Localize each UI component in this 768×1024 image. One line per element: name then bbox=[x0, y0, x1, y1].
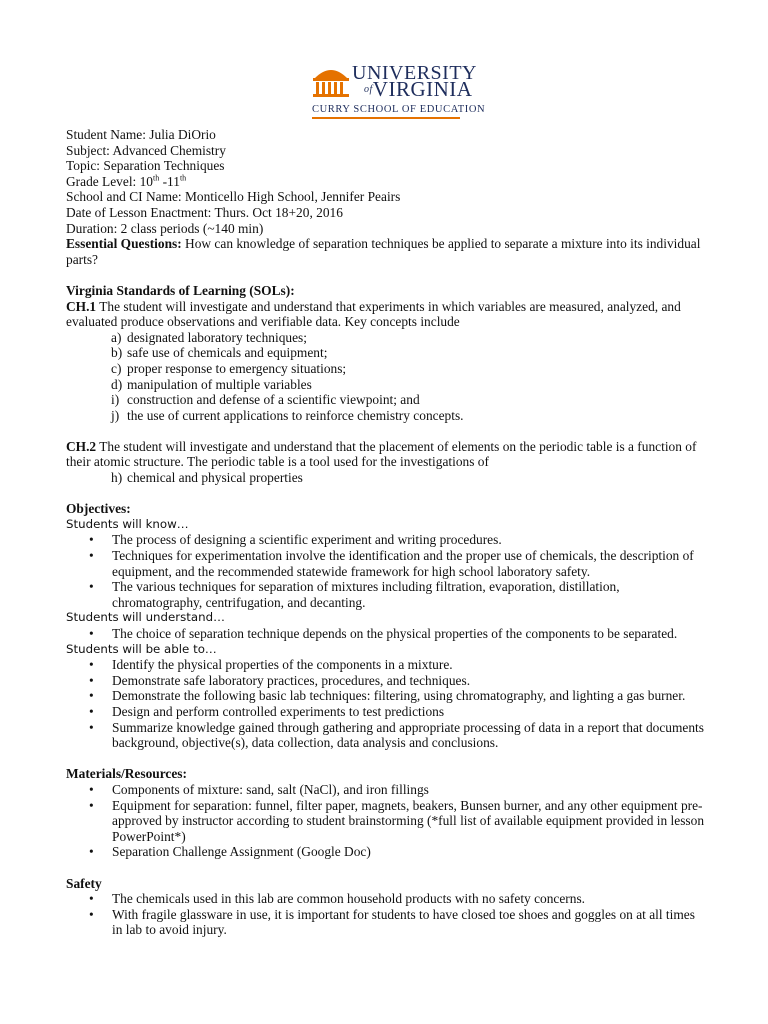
bullet-item: • The process of designing a scientific experiment and writing procedures. bbox=[112, 532, 706, 548]
safety-list bbox=[66, 891, 706, 938]
bullet-item: • Separation Challenge Assignment (Google Doc) bbox=[112, 844, 706, 860]
standard-item bbox=[111, 377, 706, 393]
materials-heading: Materials/Resources: bbox=[66, 766, 187, 782]
objectives-heading: Objectives: bbox=[66, 501, 131, 517]
bullet-item: • Techniques for experimentation involve the identification and the proper use of chemicals, the description of equipment, and the recommended statewide framework for high school laboratory safety. bbox=[112, 548, 706, 579]
item-text: the use of current applications to reinforce chemistry concepts. bbox=[127, 407, 464, 423]
bullet-item: • Summarize knowledge gained through gathering and appropriate processing of data in a report that documents background, objective(s), data collection, data analysis and conclusions. bbox=[112, 720, 706, 751]
item-text: designated laboratory techniques; bbox=[127, 329, 307, 345]
school-ci: School and CI Name: Monticello High School, Jennifer Peairs bbox=[66, 189, 401, 205]
item-marker: c) bbox=[111, 360, 122, 376]
understand-label: Students will understand… bbox=[66, 610, 225, 625]
bullet-item: • Demonstrate the following basic lab techniques: filtering, using chromatography, and lighting a gas burner. bbox=[112, 688, 706, 704]
ch1-list bbox=[66, 330, 706, 424]
know-label: Students will know… bbox=[66, 516, 189, 531]
bullet-item: • The chemicals used in this lab are common household products with no safety concerns. bbox=[112, 891, 706, 907]
ch2-list bbox=[66, 470, 706, 486]
bullet-item: • Equipment for separation: funnel, filter paper, magnets, beakers, Bunsen burner, and any other equipment pre-approved by instructor according to student brainstorming (*full list of available equipment provided in lesson PowerPoint*) bbox=[112, 798, 706, 845]
essential-questions: Essential Questions: How can knowledge of separation techniques be applied to separate a mixture into its individual parts? bbox=[66, 236, 701, 267]
standard-item bbox=[111, 408, 706, 424]
ch2-standard: CH.2 The student will investigate and understand that the placement of elements on the periodic table is a function of their atomic structure. The periodic table is a tool used for the investigations of bbox=[66, 438, 697, 470]
duration: Duration: 2 class periods (~140 min) bbox=[66, 220, 264, 236]
logo-rule bbox=[312, 117, 460, 119]
rotunda-icon bbox=[312, 64, 350, 98]
materials-list bbox=[66, 782, 706, 860]
bullet-item: • Design and perform controlled experiments to test predictions bbox=[112, 704, 706, 720]
item-marker: d) bbox=[111, 376, 123, 392]
logo-university: UNIVERSITY bbox=[352, 62, 477, 84]
item-marker: h) bbox=[111, 470, 123, 486]
student-name: Student Name: Julia DiOrio bbox=[66, 127, 216, 142]
bullet-item: • Components of mixture: sand, salt (NaCl), and iron fillings bbox=[112, 782, 706, 798]
topic: Topic: Separation Techniques bbox=[66, 158, 225, 174]
bullet-item: • The various techniques for separation of mixtures including filtration, evaporation, distillation, chromatography, centrifugation, and decanting. bbox=[112, 579, 706, 610]
able-label: Students will be able to… bbox=[66, 641, 217, 656]
standard-item bbox=[111, 361, 706, 377]
standard-item bbox=[111, 470, 706, 486]
able-list bbox=[66, 657, 706, 751]
item-marker: a) bbox=[111, 329, 122, 345]
item-text: chemical and physical properties bbox=[127, 470, 303, 486]
uva-curry-logo bbox=[312, 62, 486, 118]
understand-list bbox=[66, 626, 706, 642]
lesson-plan bbox=[66, 127, 706, 938]
safety-heading: Safety bbox=[66, 875, 102, 891]
item-text: construction and defense of a scientific viewpoint; and bbox=[127, 392, 420, 408]
sol-heading: Virginia Standards of Learning (SOLs): bbox=[66, 282, 295, 298]
item-text: proper response to emergency situations; bbox=[127, 360, 347, 376]
ch1-standard: CH.1 The student will investigate and understand that experiments in which variables are measured, analyzed, and evaluated produce observations and verifiable data. Key concepts include bbox=[66, 298, 681, 330]
standard-item bbox=[111, 330, 706, 346]
standard-item bbox=[111, 392, 706, 408]
item-marker: i) bbox=[111, 392, 120, 408]
bullet-item: • Demonstrate safe laboratory practices, procedures, and techniques. bbox=[112, 673, 706, 689]
bullet-item: • The choice of separation technique depends on the physical properties of the components to be separated. bbox=[112, 626, 706, 642]
lesson-date: Date of Lesson Enactment: Thurs. Oct 18+20, 2016 bbox=[66, 204, 343, 220]
subject: Subject: Advanced Chemistry bbox=[66, 142, 226, 158]
logo-school: CURRY SCHOOL OF EDUCATION bbox=[312, 104, 486, 115]
item-marker: b) bbox=[111, 345, 123, 361]
logo-virginia: $^{of}$VIRGINIA bbox=[364, 77, 473, 101]
bullet-item: • Identify the physical properties of the components in a mixture. bbox=[112, 657, 706, 673]
item-text: manipulation of multiple variables bbox=[127, 376, 312, 392]
know-list bbox=[66, 532, 706, 610]
bullet-item: • With fragile glassware in use, it is important for students to have closed toe shoes and goggles on at all times in lab to avoid injury. bbox=[112, 907, 706, 938]
grade-level: Grade Level: 10th -11th bbox=[66, 173, 187, 189]
item-text: safe use of chemicals and equipment; bbox=[127, 345, 328, 361]
standard-item bbox=[111, 345, 706, 361]
item-marker: j) bbox=[111, 407, 120, 423]
